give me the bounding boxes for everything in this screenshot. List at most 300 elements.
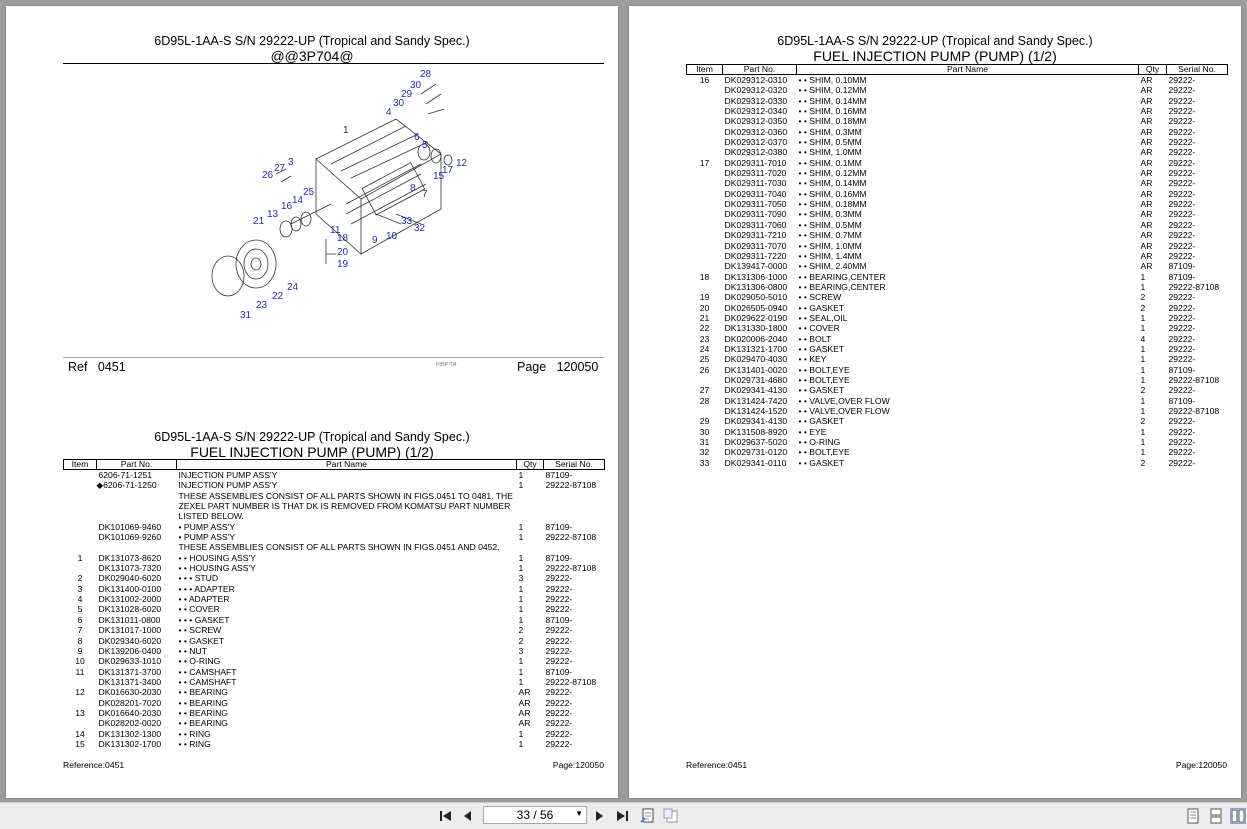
qty-cell: 1 <box>1140 406 1146 416</box>
part-name-cell: • • BOLT,EYE <box>798 374 850 385</box>
qty-cell: 1 <box>518 738 524 749</box>
serial-cell: 29222- <box>545 645 573 656</box>
serial-cell: 29222- <box>1168 157 1196 168</box>
prev-page-icon[interactable] <box>460 808 474 824</box>
serial-cell: 29222- <box>1168 126 1196 137</box>
qty-cell: 1 <box>518 480 524 491</box>
qty-cell: AR <box>1140 261 1153 272</box>
exploded-parts-diagram <box>196 64 476 368</box>
single-page-view-icon[interactable] <box>1186 808 1200 824</box>
part-name-cell: • • SHIM, 0.14MM <box>798 178 867 189</box>
table-row <box>687 427 1228 437</box>
parts-table-right <box>686 64 1228 468</box>
part-name-cell: • • BEARING,CENTER <box>798 281 886 292</box>
qty-cell: 1 <box>1140 323 1146 334</box>
table-row <box>687 106 1228 116</box>
item-cell <box>64 480 97 490</box>
part-no-cell: DK139206-0400 <box>98 645 162 656</box>
item-cell <box>64 542 97 552</box>
chevron-down-icon: ▼ <box>575 809 583 818</box>
serial-cell: 29222- <box>1168 178 1196 189</box>
part-no-cell: DK131306-1000 <box>724 271 788 282</box>
part-name-cell: • • GASKET <box>798 416 845 427</box>
ref-label: Ref 0451 <box>68 360 126 374</box>
part-name-cell: • • SHIM, 0.14MM <box>798 95 867 106</box>
item-cell <box>64 470 97 481</box>
part-no-cell: DK016630-2030 <box>98 687 162 698</box>
part-name-cell: • • BOLT <box>798 333 832 344</box>
qty-cell: AR <box>1140 137 1153 148</box>
part-name-cell: • • HOUSING ASS'Y <box>178 552 256 563</box>
part-no-cell: DK029040-6020 <box>98 573 162 584</box>
table-row <box>687 354 1228 364</box>
part-name-cell: • • SHIM, 0.10MM <box>798 75 867 85</box>
parts-table-left <box>63 459 605 749</box>
part-name-cell: • • EYE <box>798 426 827 437</box>
table-row <box>64 573 605 583</box>
qty-cell: 1 <box>1140 271 1146 282</box>
parts-body-right <box>687 75 1228 469</box>
table-row <box>687 334 1228 344</box>
item-cell: 14 <box>75 728 85 739</box>
item-cell: 3 <box>77 583 83 594</box>
callout-27: 27 <box>274 163 286 174</box>
part-no-cell: DK131400-0100 <box>98 583 162 594</box>
serial-cell: 29222- <box>1168 437 1196 448</box>
part-no-cell: 6206-71-1251 <box>98 470 153 480</box>
part-no-cell: DK131424-1520 <box>724 406 788 416</box>
pdf-page-right <box>629 6 1241 798</box>
serial-cell: 29222- <box>1168 343 1196 354</box>
table-row <box>687 178 1228 188</box>
col-item: Item <box>64 460 97 470</box>
part-name-cell: • • VALVE,OVER FLOW <box>798 395 890 406</box>
part-no-cell: DK131302-1700 <box>98 738 162 749</box>
part-no-cell: DK028201-7020 <box>98 697 162 708</box>
parts-body-left <box>64 470 605 750</box>
qty-cell: AR <box>518 718 531 729</box>
item-cell: 33 <box>699 457 710 468</box>
part-no-cell: DK139417-0000 <box>724 261 788 272</box>
item-cell <box>687 178 723 188</box>
table-row <box>687 416 1228 426</box>
table-row <box>687 375 1228 385</box>
qty-cell: 1 <box>1140 354 1146 365</box>
item-cell <box>687 199 723 209</box>
qty-cell: 1 <box>518 676 524 687</box>
part-name-cell: • • SHIM, 0.1MM <box>798 157 862 168</box>
table-row <box>687 137 1228 147</box>
part-name-cell: • • COVER <box>178 604 220 615</box>
callout-25: 25 <box>303 187 315 198</box>
serial-cell: 29222- <box>1168 147 1196 158</box>
part-no-cell: DK131424-7420 <box>724 395 788 406</box>
serial-cell: 29222- <box>1168 188 1196 199</box>
serial-cell: 29222- <box>545 718 573 729</box>
table-row <box>64 491 605 522</box>
footer-reference-right: Reference:0451 <box>686 760 748 770</box>
qty-cell: 4 <box>1140 333 1146 344</box>
qty-cell: 1 <box>518 594 524 605</box>
table-row <box>64 739 605 749</box>
col-item: Item <box>687 65 723 75</box>
item-cell: 31 <box>699 437 710 448</box>
item-cell: 23 <box>699 333 710 344</box>
qty-cell: AR <box>1140 147 1153 158</box>
part-name-cell: THESE ASSEMBLIES CONSIST OF ALL PARTS SHOWN IN FIGS.0451 AND 0452. <box>178 542 500 553</box>
part-name-cell: • • SHIM, 0.16MM <box>798 106 867 117</box>
item-cell: 29 <box>699 416 710 427</box>
first-page-icon[interactable] <box>438 808 454 824</box>
item-cell <box>64 491 97 522</box>
callout-33: 33 <box>401 216 413 227</box>
part-name-cell: • • SHIM, 1.4MM <box>798 250 862 261</box>
qty-cell: 1 <box>518 656 524 667</box>
item-cell: 21 <box>699 312 710 323</box>
part-name-cell: • • O-RING <box>178 656 221 667</box>
serial-cell: 29222- <box>1168 385 1196 396</box>
part-no-cell: DK029312-0310 <box>724 75 788 85</box>
serial-cell: 29222-87108 <box>1168 406 1220 416</box>
part-no-cell: DK026505-0940 <box>724 302 788 313</box>
part-name-cell: • • SHIM, 1.0MM <box>798 147 862 158</box>
col-serial: Serial No. <box>1167 65 1228 75</box>
serial-cell: 87109- <box>545 666 573 677</box>
table-model-header: 6D95L-1AA-S S/N 29222-UP (Tropical and Sandy Spec.) <box>154 430 470 444</box>
part-no-cell: DK029312-0380 <box>724 147 788 158</box>
part-no-cell: DK131306-0800 <box>724 281 788 292</box>
part-name-cell: • • SHIM, 2.40MM <box>798 261 867 272</box>
item-cell <box>64 532 97 542</box>
table-row <box>687 396 1228 406</box>
table-row <box>687 209 1228 219</box>
qty-cell: AR <box>1140 219 1153 230</box>
qty-cell: 1 <box>518 604 524 615</box>
two-page-view-icon[interactable] <box>1230 808 1246 824</box>
item-cell <box>64 698 97 708</box>
table-header-row <box>687 65 1228 75</box>
part-name-cell: • • SCREW <box>178 625 222 636</box>
qty-cell: 2 <box>1140 457 1146 468</box>
footer-page-right: Page:120050 <box>1175 760 1227 770</box>
page-number-select[interactable] <box>483 806 587 824</box>
item-cell <box>687 230 723 240</box>
callout-15: 15 <box>433 171 445 182</box>
qty-cell: 1 <box>518 666 524 677</box>
part-name-cell: • • SHIM, 1.0MM <box>798 240 862 251</box>
table-row <box>687 85 1228 95</box>
table-row <box>687 458 1228 468</box>
item-cell <box>687 375 723 385</box>
item-cell <box>687 220 723 230</box>
callout-11: 11 <box>330 225 341 236</box>
part-no-cell: DK029470-4030 <box>724 354 788 365</box>
page-ref-value: 120050 <box>556 360 599 374</box>
table-row <box>687 96 1228 106</box>
serial-cell: 29222- <box>545 687 573 698</box>
part-name-cell: • • BEARING <box>178 707 228 718</box>
part-no-cell: DK029311-7210 <box>724 230 787 241</box>
serial-cell: 29222- <box>545 573 573 584</box>
table-row <box>64 594 605 604</box>
qty-cell: AR <box>1140 209 1153 220</box>
qty-cell: AR <box>1140 178 1153 189</box>
callout-8: 8 <box>410 183 416 194</box>
part-no-cell: DK029311-7010 <box>724 157 787 168</box>
item-cell <box>687 147 723 157</box>
callout-22: 22 <box>272 291 284 302</box>
qty-cell: AR <box>1140 106 1153 117</box>
item-cell: 10 <box>75 656 85 667</box>
table-row <box>687 385 1228 395</box>
table-row <box>64 542 605 552</box>
viewer-toolbar <box>0 802 1247 829</box>
item-cell <box>687 168 723 178</box>
serial-cell: 29222- <box>1168 457 1196 468</box>
qty-cell: 1 <box>518 532 524 543</box>
page-indicator: 33 / 56 <box>516 808 554 822</box>
table-row <box>64 522 605 532</box>
callout-4: 4 <box>386 107 392 118</box>
part-no-cell: DK029311-7040 <box>724 188 787 199</box>
callout-9: 9 <box>372 235 378 246</box>
part-no-cell: DK131011-0800 <box>98 614 161 625</box>
qty-cell: AR <box>1140 126 1153 137</box>
part-name-cell: • • ADAPTER <box>178 594 230 605</box>
part-name-cell: • • SHIM, 0.3MM <box>798 126 862 137</box>
qty-cell: 1 <box>1140 426 1146 437</box>
part-name-cell: • • CAMSHAFT <box>178 666 237 677</box>
part-no-cell: DK029312-0360 <box>724 126 788 137</box>
qty-cell: 2 <box>518 635 524 646</box>
table-row <box>687 272 1228 282</box>
callout-17: 17 <box>442 165 454 176</box>
serial-cell: 87109- <box>545 614 573 625</box>
part-name-cell: • • KEY <box>798 354 827 365</box>
item-cell: 1 <box>77 552 83 563</box>
serial-cell: 29222- <box>545 697 573 708</box>
part-name-cell: • • NUT <box>178 645 207 656</box>
serial-cell: 87109- <box>1168 261 1196 272</box>
item-cell <box>687 251 723 261</box>
item-cell <box>687 261 723 271</box>
serial-cell: 29222- <box>1168 333 1196 344</box>
col-part-no: Part No. <box>97 460 177 470</box>
callout-18: 18 <box>337 233 349 244</box>
part-name-cell: • • RING <box>178 728 211 739</box>
part-name-cell: • • SHIM, 0.18MM <box>798 116 867 127</box>
qty-cell: 1 <box>1140 281 1146 292</box>
callout-14: 14 <box>292 195 304 206</box>
fit-page-icon[interactable] <box>640 808 656 824</box>
callout-7: 7 <box>422 189 428 200</box>
serial-cell: 87109- <box>1168 395 1196 406</box>
item-cell: 30 <box>699 426 710 437</box>
item-cell <box>687 116 723 126</box>
serial-cell: 29222- <box>1168 137 1196 148</box>
serial-cell: 29222-87108 <box>1168 374 1220 385</box>
part-name-cell: • • HOUSING ASS'Y <box>178 563 256 574</box>
part-no-cell: DK131330-1800 <box>724 323 788 334</box>
table-row <box>687 282 1228 292</box>
col-part-no: Part No. <box>723 65 797 75</box>
part-name-cell: • • SHIM, 0.18MM <box>798 199 867 210</box>
part-no-cell: DK029312-0350 <box>724 116 788 127</box>
part-name-cell: • • SHIM, 0.12MM <box>798 85 867 96</box>
next-page-icon[interactable] <box>593 808 607 824</box>
serial-cell: 29222- <box>1168 354 1196 365</box>
part-no-cell: DK029633-1010 <box>98 656 162 667</box>
serial-cell: 87109- <box>545 552 573 563</box>
part-no-cell: DK131002-2000 <box>98 594 162 605</box>
qty-cell: 1 <box>1140 374 1146 385</box>
part-no-cell: DK029622-0190 <box>724 312 788 323</box>
serial-cell: 29222- <box>545 583 573 594</box>
part-no-cell: DK029637-5020 <box>724 437 788 448</box>
qty-cell: 1 <box>518 552 524 563</box>
part-no-cell: DK029050-5010 <box>724 292 788 303</box>
part-no-cell: DK029341-4130 <box>724 416 788 427</box>
table-row <box>64 656 605 666</box>
table-row <box>687 251 1228 261</box>
table-header-row <box>64 460 605 470</box>
callout-23: 23 <box>256 300 268 311</box>
qty-cell: AR <box>1140 85 1153 96</box>
table-row <box>687 344 1228 354</box>
qty-cell: 2 <box>518 625 524 636</box>
diagram-code: P85P704 <box>436 362 457 368</box>
qty-cell: 2 <box>1140 385 1146 396</box>
part-no-cell: DK101069-9460 <box>98 521 162 532</box>
serial-cell: 87109- <box>545 470 573 480</box>
item-cell: 28 <box>699 395 710 406</box>
qty-cell: AR <box>1140 188 1153 199</box>
part-no-cell: DK028202-0020 <box>98 718 162 729</box>
part-name-cell: • • SHIM, 0.5MM <box>798 137 862 148</box>
qty-cell <box>517 491 544 522</box>
callout-19: 19 <box>337 259 349 270</box>
serial-cell: 29222- <box>545 707 573 718</box>
serial-cell: 29222- <box>1168 323 1196 334</box>
part-name-cell: • • BEARING <box>178 718 228 729</box>
part-no-cell: DK029312-0340 <box>724 106 788 117</box>
table-row <box>64 667 605 677</box>
serial-cell: 29222- <box>1168 219 1196 230</box>
diagram-rule <box>63 357 604 358</box>
last-page-icon[interactable] <box>614 808 630 824</box>
col-part-name: Part Name <box>797 65 1139 75</box>
callout-1: 1 <box>343 125 349 136</box>
item-cell <box>687 106 723 116</box>
serial-cell: 29222- <box>1168 426 1196 437</box>
part-name-cell: • • SHIM, 0.3MM <box>798 209 862 220</box>
part-name-cell: • • VALVE,OVER FLOW <box>798 406 890 416</box>
table-row <box>64 729 605 739</box>
item-cell: 18 <box>699 271 710 282</box>
continuous-view-icon[interactable] <box>1209 808 1223 824</box>
part-no-cell: DK029311-7030 <box>724 178 787 189</box>
qty-cell: 1 <box>518 583 524 594</box>
serial-cell: 29222- <box>1168 292 1196 303</box>
item-cell: 2 <box>77 573 83 584</box>
table-row <box>64 604 605 614</box>
part-no-cell: DK131371-3400 <box>98 676 162 687</box>
part-name-cell: • • • STUD <box>178 573 219 584</box>
fit-width-icon[interactable] <box>663 808 679 824</box>
qty-cell: AR <box>518 687 531 698</box>
col-part-name: Part Name <box>177 460 517 470</box>
item-cell: 27 <box>699 385 710 396</box>
serial-cell: 29222- <box>545 594 573 605</box>
serial-cell <box>544 542 605 552</box>
callout-13: 13 <box>267 209 279 220</box>
serial-cell: 29222- <box>1168 199 1196 210</box>
part-name-cell: • • GASKET <box>798 385 845 396</box>
callout-10: 10 <box>386 231 398 242</box>
part-name-cell: • • O-RING <box>798 437 841 448</box>
item-cell: 5 <box>77 604 83 615</box>
qty-cell: 1 <box>518 563 524 574</box>
callout-21: 21 <box>253 216 265 227</box>
part-name-cell: • • BEARING <box>178 697 228 708</box>
table-row <box>64 646 605 656</box>
table-row <box>687 230 1228 240</box>
part-name-cell: • • RING <box>178 738 211 749</box>
part-name-cell: • • BOLT,EYE <box>798 364 850 375</box>
qty-cell: 2 <box>1140 302 1146 313</box>
item-cell: 11 <box>75 666 85 677</box>
item-cell: 22 <box>699 323 710 334</box>
part-no-cell: DK029311-7090 <box>724 209 787 220</box>
part-no-cell <box>97 542 177 552</box>
item-cell: 25 <box>699 354 710 365</box>
callout-5: 5 <box>422 140 428 151</box>
part-name-cell: • • SHIM, 0.7MM <box>798 230 862 241</box>
table-row <box>687 365 1228 375</box>
callout-12: 12 <box>456 158 468 169</box>
part-no-cell: DK101069-9260 <box>98 532 162 543</box>
qty-cell: 3 <box>518 573 524 584</box>
serial-cell: 87109- <box>545 521 573 532</box>
table-row <box>687 158 1228 168</box>
part-no-cell: DK131017-1000 <box>98 625 162 636</box>
item-cell <box>687 209 723 219</box>
item-cell: 17 <box>699 157 710 168</box>
col-qty: Qty <box>517 460 544 470</box>
table-row <box>687 303 1228 313</box>
part-no-cell: DK029312-0370 <box>724 137 788 148</box>
part-no-cell: DK029731-0120 <box>724 447 788 458</box>
table-row <box>687 75 1228 86</box>
serial-cell: 29222- <box>1168 312 1196 323</box>
item-cell <box>64 677 97 687</box>
qty-cell: AR <box>518 707 531 718</box>
item-cell <box>64 522 97 532</box>
item-cell: 12 <box>75 687 85 698</box>
qty-cell: 1 <box>518 470 524 480</box>
part-no-cell: DK131508-8920 <box>724 426 788 437</box>
table-row <box>687 220 1228 230</box>
callout-24: 24 <box>287 282 299 293</box>
serial-cell: 29222- <box>1168 85 1196 96</box>
callout-28: 28 <box>420 69 432 80</box>
table-row <box>64 584 605 594</box>
callout-3: 3 <box>288 157 294 168</box>
serial-cell: 29222- <box>1168 302 1196 313</box>
qty-cell: 1 <box>1140 447 1146 458</box>
serial-cell <box>544 491 605 522</box>
section-title-right: FUEL INJECTION PUMP (PUMP) (1/2) <box>813 48 1057 64</box>
